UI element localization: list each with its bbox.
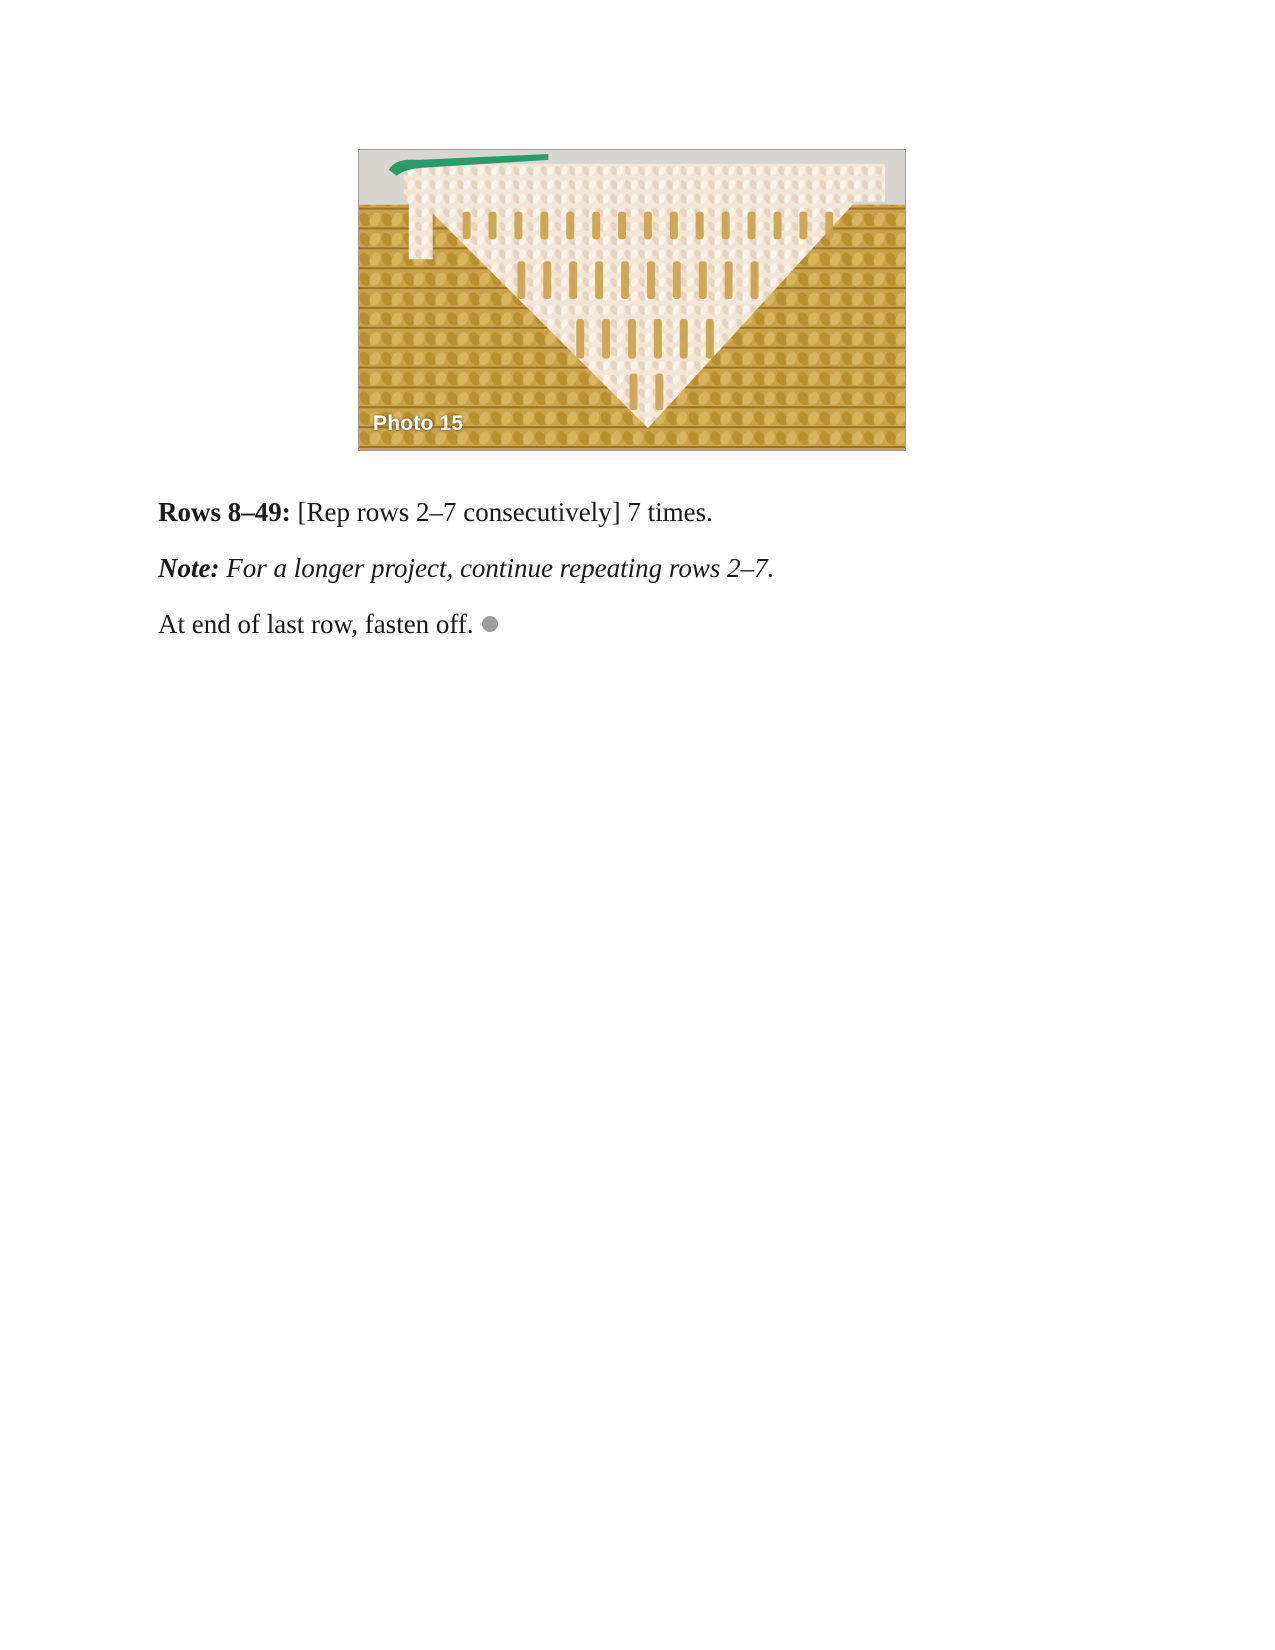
stitch-gap	[799, 212, 807, 240]
stitch-gap	[540, 212, 548, 240]
note-text: For a longer project, continue repeating rows 2–7.	[219, 553, 775, 583]
stitch-gap	[773, 212, 781, 240]
stitch-gap	[602, 319, 610, 359]
crochet-swatch-image	[359, 150, 905, 450]
finish-paragraph	[158, 608, 1138, 640]
rows-instruction	[158, 496, 1138, 528]
stitch-gap	[595, 261, 603, 299]
end-of-pattern-dot-icon	[482, 616, 498, 632]
stitch-gap	[680, 319, 688, 359]
note-label: Note:	[158, 553, 220, 583]
finish-text: At end of last row, fasten off.	[158, 609, 474, 639]
stitch-gap	[566, 212, 574, 240]
stitch-gap	[621, 261, 629, 299]
photo-caption: Photo 15	[373, 412, 464, 435]
rows-label: Rows 8–49:	[158, 497, 291, 527]
stitch-gap	[825, 212, 833, 240]
stitch-gap	[673, 261, 681, 299]
rows-text: [Rep rows 2–7 consecutively] 7 times.	[290, 497, 713, 527]
stitch-gap	[630, 374, 638, 411]
stitch-gap	[489, 212, 497, 240]
stitch-gap	[654, 319, 662, 359]
stitch-gap	[706, 319, 714, 359]
crochet-photo	[358, 149, 906, 451]
stitch-gap	[576, 319, 584, 359]
stitch-gap	[725, 261, 733, 299]
stitch-gap	[655, 374, 663, 411]
stitch-gap	[592, 212, 600, 240]
stitch-gap	[543, 261, 551, 299]
stitch-gap	[751, 261, 759, 299]
stitch-gap	[514, 212, 522, 240]
note-paragraph	[158, 552, 1138, 584]
stitch-gap	[517, 261, 525, 299]
stitch-gap	[618, 212, 626, 240]
stitch-gap	[647, 261, 655, 299]
cream-top-row	[404, 164, 885, 202]
stitch-gap	[644, 212, 652, 240]
stitch-gap	[670, 212, 678, 240]
stitch-gap	[569, 261, 577, 299]
stitch-gap	[696, 212, 704, 240]
stitch-gap	[699, 261, 707, 299]
stitch-gap	[628, 319, 636, 359]
stitch-gap	[463, 212, 471, 240]
stitch-gap	[722, 212, 730, 240]
stitch-gap	[748, 212, 756, 240]
